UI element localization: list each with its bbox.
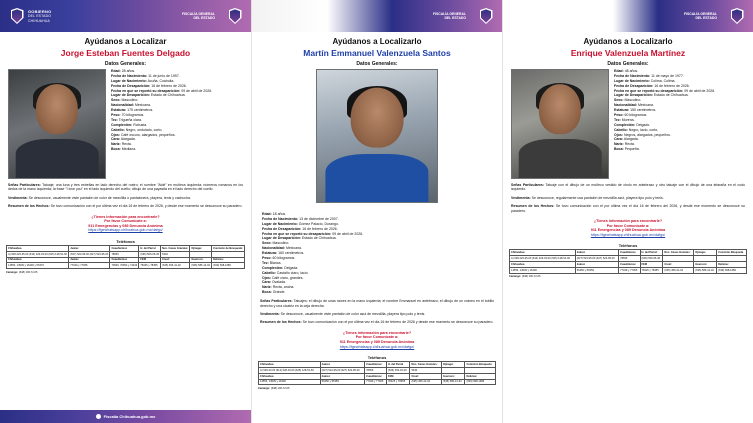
poster-1-camargo <box>6 271 245 274</box>
banner-gob-line2: DEL ESTADO <box>28 13 52 18</box>
tel-cell: 78656 <box>619 256 640 262</box>
datos-value: Masculino. <box>624 98 642 103</box>
datos-key: Complexión: <box>111 122 133 127</box>
tel-header: FEM <box>386 373 409 379</box>
poster-1-footer <box>0 410 251 423</box>
resumen-label: Resumen de los Hechos: <box>511 204 555 209</box>
tel-header: H. del Parral: <box>640 250 663 256</box>
tel-header: Creel: <box>161 257 190 263</box>
datos-key: Edad: <box>111 69 121 73</box>
senas-text: Tatuaje con el dibujo de un muñeco vestido de cholo en antebrazo y otro tatuaje con el dibujo de una telaraña en el codo izquierdo. <box>511 183 745 192</box>
tel-cell: A) 628-423-35-00 (614) 429-33-00 (625) 128-51-60 <box>8 252 67 256</box>
poster-3-photo <box>511 69 609 179</box>
banner-fge-line1: FISCALÍA GENERAL <box>432 11 466 16</box>
datos-value: Alargada. <box>120 137 136 142</box>
facebook-icon[interactable] <box>96 414 101 419</box>
fiscalia-wordmark <box>182 12 215 20</box>
fiscalia-general-block <box>433 4 502 28</box>
poster-2-header-banner <box>252 0 502 32</box>
poster-3 <box>502 0 753 423</box>
camargo-label: Camargo: <box>6 270 19 274</box>
poster-3-camargo <box>509 275 747 278</box>
banner-gob-line1: GOBIERNO <box>28 8 52 14</box>
poster-1-vestimenta <box>0 196 251 200</box>
datos-key: Nacionalidad: <box>262 246 285 251</box>
tel-header: Nvo. Casas Grandes: <box>663 250 694 256</box>
datos-key: Lugar de Desaparición: <box>262 236 301 241</box>
poster-3-telefonos-title: Teléfonos <box>618 243 638 249</box>
tel-cell: (635) 456-41-02 <box>410 379 442 385</box>
datos-key: Peso: <box>111 113 121 118</box>
datos-value: Estado de Chihuahua. <box>150 93 186 98</box>
datos-key: Fecha de Nacimiento: <box>262 216 299 221</box>
contact-line2: 911 Emergencias y 089 Denuncia Anónima <box>88 223 163 228</box>
contact-line2: 911 Emergencias y 089 Denuncia Anónima <box>590 228 666 233</box>
poster-2-resumen <box>252 320 502 324</box>
datos-value: 60 kilogramos. <box>272 256 296 261</box>
contact-line1: Por favor Comunícate a: <box>606 223 650 228</box>
datos-value: Pequeña. <box>624 147 640 152</box>
vestimenta-text: Se desconoce, regularmente usa pantalón de mezclilla azul, playera tipo polo y tenis. <box>531 195 664 200</box>
tel-header: FEM <box>139 257 161 263</box>
datos-key: Fecha de Desaparición: <box>111 83 151 88</box>
vestimenta-text: Se desconoce, usualmente viste pantalón de color de mezclilla o pantalonera, playera, tenis y cachucha. <box>28 195 191 200</box>
tel-header: Juárez <box>69 257 110 263</box>
senas-label: Señas Particulares: <box>260 299 293 304</box>
tel-cell: (636) 453-23-03 <box>386 367 409 373</box>
datos-key: Cara: <box>111 137 120 142</box>
contact-question: ¿Tienes información para encontrarle? <box>593 219 663 224</box>
tel-cell: 78656 <box>365 367 387 373</box>
datos-key: Cabello: <box>111 127 125 132</box>
datos-key: Tez: <box>262 260 269 265</box>
contact-question: ¿Tienes información para encontrarle? <box>91 214 160 219</box>
tel-header: Juárez <box>575 250 618 256</box>
datos-key: Tez: <box>614 117 621 122</box>
vestimenta-label: Vestimenta: <box>511 195 531 200</box>
poster-1-person-name: Jorge Esteban Fuentes Delgado <box>60 48 191 58</box>
datos-key: Boca: <box>262 290 272 295</box>
contact-url[interactable]: https://fgewhatsapp.chihuahua.gob.mx/dafgo/ <box>339 344 415 349</box>
datos-key: Fecha en que se reportó su desaparición: <box>111 88 181 93</box>
datos-value: 70 kilogramos. <box>121 113 145 118</box>
datos-value: 11 de junio de 1997. <box>148 73 180 78</box>
photo-face-shape <box>36 84 78 134</box>
datos-key: Boca: <box>614 147 624 152</box>
tel-header: Juárez <box>320 362 364 368</box>
datos-value: Alargada. <box>623 137 639 142</box>
fiscalia-crest-icon <box>475 4 497 28</box>
tel-header: Comisión Búsqueda <box>717 250 747 256</box>
datos-key: Complexión: <box>614 122 636 127</box>
tel-cell: (639) 698-1686 <box>465 379 496 385</box>
datos-value: Grande. <box>272 290 286 295</box>
datos-value: 48 años. <box>624 69 639 73</box>
poster-1 <box>0 0 251 423</box>
contact-question: ¿Tienes información para encontrarle? <box>342 330 412 335</box>
contact-url[interactable]: https://fgewhatsapp.chihuahua.gob.mx/dafgo/ <box>590 232 666 237</box>
poster-2-title: Ayúdanos a Localizarlo <box>332 37 422 46</box>
datos-key: Peso: <box>614 113 624 118</box>
contact-line1: Por favor Comunícate a: <box>355 335 399 340</box>
datos-value: Castaño claro, lacio. <box>276 270 309 275</box>
tel-cell: (635) 586-13-94 <box>694 267 717 273</box>
poster-1-body <box>0 69 251 179</box>
tel-header: Cuauhtémoc <box>110 246 139 252</box>
datos-value: Morena. <box>621 117 635 122</box>
datos-key: Boca: <box>111 147 121 152</box>
datos-value: 175 centímetros. <box>127 108 154 113</box>
tel-cell: (636) 506-06-36 <box>640 256 663 262</box>
poster-2-senas <box>252 299 502 308</box>
tel-header: Guerrero: <box>694 262 717 268</box>
poster-3-body <box>503 69 753 179</box>
poster-1-title: Ayúdanos a Localizar <box>84 37 167 46</box>
datos-key: Sexo: <box>262 241 272 246</box>
datos-value: Mediana. <box>121 147 137 152</box>
tel-cell: (636) 506-06-36 <box>140 252 160 256</box>
datos-key: Edad: <box>614 69 624 73</box>
datos-key: Fecha de Desaparición: <box>614 83 654 88</box>
tel-header: Creel: <box>663 262 694 268</box>
resumen-label: Resumen de los Hechos: <box>8 204 50 209</box>
datos-value: 13 de diciembre de 2007. <box>299 216 339 221</box>
vestimenta-label: Vestimenta: <box>8 195 28 200</box>
datos-key: Fecha en que se reportó su desaparición: <box>614 88 684 93</box>
tel-header: Chihuahua <box>7 246 69 252</box>
poster-2-person-name: Martín Emmanuel Valenzuela Santos <box>303 48 451 58</box>
datos-value: Masculino. <box>272 241 290 246</box>
resumen-text: Se tuvo comunicación con el por última vez el día 16 de febrero de 2026 y desde ese momento se desconoce su paradero. <box>302 320 494 325</box>
datos-key: Nacionalidad: <box>614 103 637 108</box>
datos-key: Nariz: <box>262 285 272 290</box>
poster-3-header-banner <box>503 0 753 32</box>
tel-header: Comisión de Búsqueda: <box>213 246 243 250</box>
poster-1-datos-label: Datos Generales: <box>104 61 147 67</box>
fiscalia-general-block <box>182 4 251 28</box>
poster-3-resumen <box>503 204 753 213</box>
datos-value: Acuña, Coahuila. <box>147 78 175 83</box>
tel-cell: 78656 <box>110 251 139 257</box>
photo-torso-shape <box>325 154 428 202</box>
datos-value: Recta, ancha. <box>272 285 295 290</box>
tel-cell: (635) 586-13-94 <box>442 379 465 385</box>
datos-key: Cabello: <box>262 270 276 275</box>
datos-key: Cabello: <box>614 127 628 132</box>
tel-header: Creel: <box>410 373 442 379</box>
tel-cell: 78425 y 78455 <box>386 379 409 385</box>
tel-cell: (635) 586-13-94 <box>191 264 210 268</box>
tel-header: H. del Parral <box>386 362 409 368</box>
tel-cell: (639) 698-1686 <box>717 267 747 273</box>
tel-header: Chihuahua <box>510 250 576 256</box>
banner-fge-line2: DEL ESTADO <box>695 16 717 20</box>
datos-key: Lugar de Desaparición: <box>614 93 653 98</box>
datos-key: Edad: <box>262 212 272 216</box>
datos-key: Fecha de Nacimiento: <box>614 73 651 78</box>
datos-value: Café claro, grandes. <box>271 275 304 280</box>
tel-header: Cuauhtémoc <box>110 257 139 263</box>
tel-header: Comisión Búsqueda <box>465 362 496 368</box>
datos-key: Ojos: <box>262 275 271 280</box>
datos-key: Nacionalidad: <box>111 103 134 108</box>
datos-value: Gómez Palacio, Durango. <box>298 221 339 226</box>
tel-header: Guerrero: <box>442 373 465 379</box>
datos-value: Negro, ondulado, corto. <box>125 127 163 132</box>
gobierno-del-estado-wordmark <box>28 9 51 24</box>
table-row <box>7 263 245 269</box>
datos-key: Estatura: <box>262 251 278 256</box>
camargo-value: (648) 106-72-05 <box>270 386 290 390</box>
datos-value: Blanca. <box>269 260 282 265</box>
tel-header: Ojinaga: <box>442 362 465 368</box>
senas-text: Tatuaje; una luna y tres estrellas en lado derecho del rostro; el nombre "Aidé" en muñeca izquierda; números romanos en los dedos de la mano izquierda; la frase "I love you" en el lado izquierdo del cuello; dibujo de una payasita en el lado derecho del cuello. <box>8 183 244 192</box>
tel-header: Nvo. Casas Grandes: <box>162 246 189 250</box>
gobierno-del-estado-crest-icon <box>6 4 28 28</box>
poster-1-telefonos-title: Teléfonos <box>116 239 135 244</box>
poster-3-person-name: Enrique Valenzuela Martínez <box>570 48 686 58</box>
poster-3-vestimenta <box>503 196 753 200</box>
senas-text: Tatuajes: el dibujo de unas raíces en la mano izquierda; el nombre Emmanuel en antebrazo; el dibujo de un cráneo en el tobillo derecho y una cicatriz en la ceja derecha. <box>260 299 494 308</box>
contact-url[interactable]: https://fgewhatsapp.chihuahua.gob.mx/dafgo/ <box>88 228 163 233</box>
resumen-text: Se tuvo comunicación con el por última vez el día 16 de febrero del 2026, y desde ese momento se desconoce su paradero. <box>511 204 745 213</box>
datos-value: Mexicana. <box>134 103 151 108</box>
datos-value: Estado de Chihuahua. <box>653 93 689 98</box>
poster-2-vestimenta <box>252 312 502 316</box>
datos-key: Fecha en que se reportó su desaparición: <box>262 231 332 236</box>
tel-cell: 5340 <box>161 251 190 257</box>
fiscalia-wordmark <box>684 12 717 20</box>
tel-header: Ojinaga: <box>694 250 717 256</box>
poster-1-telefonos-table <box>6 245 245 269</box>
tel-cell: (639) 698-1686 <box>212 263 245 269</box>
table-row <box>510 267 747 273</box>
poster-1-resumen <box>0 204 251 208</box>
poster-2-camargo <box>258 387 496 390</box>
tel-header: Cuauhtémoc <box>619 262 640 268</box>
tel-cell: 77049 y 77065 <box>365 379 387 385</box>
contact-line1: Por favor Comunícate a: <box>104 219 147 224</box>
datos-value: Mexicana. <box>285 246 302 251</box>
camargo-label: Camargo: <box>509 275 522 279</box>
datos-key: Peso: <box>262 256 272 261</box>
tel-cell: (635) 456-41-02 <box>663 267 694 273</box>
camargo-value: (648) 106-72-05 <box>521 275 541 279</box>
tel-cell: 78425 y 78455 <box>640 267 663 273</box>
datos-key: Lugar de Nacimiento: <box>262 221 298 226</box>
poster-3-telefonos-table <box>509 249 747 273</box>
poster-2-contact <box>252 331 502 349</box>
datos-value: Café oscuro, alargados, pequeños. <box>120 132 176 137</box>
datos-key: Cara: <box>262 280 271 285</box>
datos-value: Delgado. <box>636 122 651 127</box>
datos-key: Ojos: <box>111 132 120 137</box>
poster-3-senas <box>503 183 753 192</box>
poster-2-datos-list <box>262 212 492 295</box>
datos-key: Estatura: <box>614 108 630 113</box>
tel-cell: (635) 456-41-02 <box>161 263 190 269</box>
datos-value: Mexicana. <box>637 103 654 108</box>
datos-value: Estado de Chihuahua. <box>301 236 337 241</box>
tel-header: FEM <box>640 262 663 268</box>
tel-cell: 14553, 14539 y 16400 y 56376 <box>7 263 69 269</box>
datos-value: 160 centímetros. <box>278 251 305 256</box>
tel-cell: (627) 522-95-00 (627) 523-95-00 <box>70 252 109 256</box>
tel-header: Chihuahua <box>259 373 321 379</box>
vestimenta-text: Se desconoce, usualmente viste pantalón de color azul de mezclilla, playera tipo polo y tenis. <box>280 311 426 316</box>
datos-key: Complexión: <box>262 265 284 270</box>
poster-2-telefonos-title: Teléfonos <box>367 355 387 361</box>
poster-3-title: Ayúdanos a Localizarlo <box>583 37 673 46</box>
banner-gob-line3: CHIHUAHUA <box>28 18 50 23</box>
camargo-label: Camargo: <box>258 386 271 390</box>
tel-cell: 78425 y 78455 <box>139 263 161 269</box>
camargo-value: (648) 106-72-05 <box>18 270 38 274</box>
datos-key: Ojos: <box>614 132 623 137</box>
datos-value: Trigueña clara. <box>118 117 142 122</box>
tel-header: Delicias: <box>212 257 245 263</box>
datos-value: 09 de abril de 2026. <box>684 88 716 93</box>
poster-2-telefonos-table <box>258 361 496 385</box>
tel-header: Chihuahua <box>510 262 576 268</box>
datos-value: Delgada. <box>284 265 299 270</box>
datos-value: Recta. <box>624 142 635 147</box>
datos-key: Lugar de Nacimiento: <box>111 78 147 83</box>
datos-key: Nariz: <box>111 142 121 147</box>
datos-value: Colima, Colima. <box>650 78 676 83</box>
datos-value: 11 de mayo de 1977. <box>651 73 684 78</box>
resumen-text: Se tuvo comunicación con el por última vez el día 16 de febrero de 2026, y desde ese momento se desconoce su paradero. <box>50 204 243 209</box>
datos-value: 16 de febrero de 2026. <box>151 83 187 88</box>
tel-header: Ojinaga: <box>190 246 212 252</box>
tel-cell: 56450 y 56359 <box>575 267 618 273</box>
datos-value: Masculino. <box>121 98 139 103</box>
tel-cell: 14553, 14539 y 16400 <box>510 267 576 273</box>
photo-torso-shape <box>519 139 602 178</box>
datos-key: Estatura: <box>111 108 127 113</box>
datos-key: Fecha de Desaparición: <box>262 226 302 231</box>
senas-label: Señas Particulares: <box>8 183 41 187</box>
datos-value: Negro, lacio, corto. <box>628 127 659 132</box>
vestimenta-label: Vestimenta: <box>260 311 280 316</box>
poster-3-contact <box>503 219 753 237</box>
tel-cell: (627) 522-95-00 (627) 523-95-00 <box>320 367 364 373</box>
tel-header: Juárez <box>69 246 110 252</box>
datos-key: Lugar de Desaparición: <box>111 93 150 98</box>
datos-value: 09 de abril de 2026. <box>332 231 364 236</box>
datos-value: 60 kilogramos. <box>624 113 648 118</box>
tel-header: Cuauhtémoc <box>619 250 640 256</box>
datos-key: Cara: <box>614 137 623 142</box>
resumen-label: Resumen de los Hechos: <box>260 320 302 325</box>
poster-2 <box>251 0 502 423</box>
poster-3-datos-list <box>614 69 745 179</box>
datos-key: Lugar de Nacimiento: <box>614 78 650 83</box>
tel-header: Chihuahua <box>259 362 321 368</box>
datos-value: Robusta. <box>133 122 148 127</box>
datos-value: 150 centímetros. <box>630 108 657 113</box>
poster-2-photo <box>316 69 438 203</box>
fiscalia-crest-icon <box>224 4 246 28</box>
tel-cell: 5340 <box>410 367 442 373</box>
tel-header: Cuauhtémoc <box>365 362 387 368</box>
datos-key: Sexo: <box>614 98 624 103</box>
poster-1-photo <box>8 69 106 179</box>
photo-face-shape <box>539 84 581 134</box>
tel-header: Delicias: <box>465 373 496 379</box>
poster-1-senas <box>0 183 251 192</box>
datos-key: Nariz: <box>614 142 624 147</box>
datos-value: 18 años. <box>272 212 287 216</box>
datos-key: Sexo: <box>111 98 121 103</box>
datos-value: 16 de febrero de 2026. <box>302 226 338 231</box>
tel-header: H. del Parral <box>139 246 161 252</box>
banner-fge-line2: DEL ESTADO <box>193 16 215 20</box>
tel-header: Juárez <box>320 373 364 379</box>
datos-value: Negros, alargados, pequeños. <box>623 132 671 137</box>
tel-header: Delicias: <box>717 262 747 268</box>
banner-fge-line2: DEL ESTADO <box>444 16 466 20</box>
senas-label: Señas Particulares: <box>511 183 545 187</box>
datos-value: 28 años. <box>121 69 136 73</box>
poster-2-datos-label: Datos Generales: <box>356 61 398 67</box>
poster-1-header-banner <box>0 0 251 32</box>
banner-fge-line1: FISCALÍA GENERAL <box>181 11 215 16</box>
poster-3-datos-label: Datos Generales: <box>607 61 649 67</box>
fiscalia-crest-icon <box>726 4 748 28</box>
tel-cell: 77049 y 77065 <box>619 267 640 273</box>
datos-value: Ovalada. <box>271 280 286 285</box>
banner-fge-line1: FISCALÍA GENERAL <box>683 11 717 16</box>
datos-value: 09 de abril de 2026. <box>181 88 213 93</box>
contact-line2: 911 Emergencias y 089 Denuncia Anónima <box>339 339 415 344</box>
tel-header: Juárez <box>575 262 618 268</box>
tel-cell: 70546, 70652 y 74433 <box>111 264 138 268</box>
tel-header: Cuauhtémoc <box>365 373 387 379</box>
fiscalia-wordmark <box>433 12 466 20</box>
photo-torso-shape <box>16 139 99 178</box>
tel-header: Nvo. Casas Grandes: <box>410 362 442 368</box>
poster-1-datos-list <box>111 69 243 179</box>
tel-cell: 77049 y 77065 <box>69 263 110 269</box>
poster-1-contact <box>0 215 251 233</box>
datos-key: Fecha de Nacimiento: <box>111 73 148 78</box>
tel-cell: (627) 523-95-00 (627) 523-95-00 <box>575 256 618 262</box>
table-row <box>259 379 496 385</box>
tel-cell: 14553, 14539 y 16400 <box>259 379 321 385</box>
photo-face-shape <box>351 87 404 148</box>
tel-header: Chihuahua <box>7 257 69 263</box>
tel-cell: A) 628-33-00 (614) 628-33-00 (625) 128-51-60 <box>259 367 321 373</box>
datos-value: Recta. <box>121 142 132 147</box>
fiscalia-general-block <box>684 4 753 28</box>
datos-key: Tez: <box>111 117 118 122</box>
tel-cell: A) 628-423-35-00 (614) 429-33-00 (625) 128-51-60 <box>510 256 576 262</box>
poster-2-body <box>252 69 502 295</box>
tel-header: Guerrero: <box>190 257 212 263</box>
datos-value: 16 de febrero de 2026. <box>654 83 690 88</box>
footer-text: Fiscalía Chihuahua.gob.mx <box>103 414 156 419</box>
tel-cell: 56450 y 56359 <box>320 379 364 385</box>
